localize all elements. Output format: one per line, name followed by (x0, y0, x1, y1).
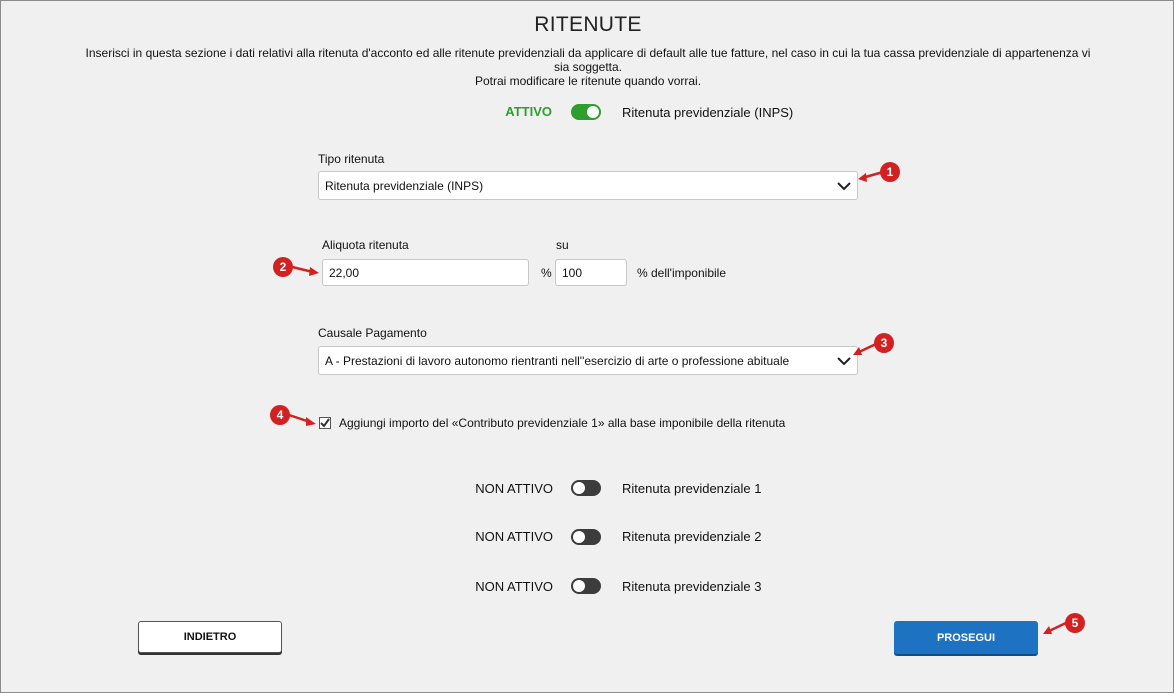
marker-3: 3 (874, 333, 894, 353)
intro-line-3: Potrai modificare le ritenute quando vorrai. (474, 74, 702, 88)
arrow-icon (1041, 619, 1069, 637)
aliquota-label: Aliquota ritenuta (322, 238, 409, 252)
toggle-1-label: Ritenuta previdenziale 1 (622, 481, 762, 496)
back-button[interactable]: INDIETRO (138, 621, 282, 653)
intro-line-2: sia soggetta. (553, 60, 623, 74)
imponibile-suffix: % dell'imponibile (637, 266, 727, 280)
marker-4: 4 (270, 405, 290, 425)
toggle-3-switch[interactable] (571, 578, 601, 594)
toggle-2-switch[interactable] (571, 529, 601, 545)
tipo-ritenuta-select[interactable] (318, 171, 858, 200)
intro-text (41, 46, 1135, 88)
marker-5: 5 (1065, 613, 1085, 633)
main-toggle-status: ATTIVO (505, 104, 552, 119)
arrow-icon (851, 340, 879, 358)
chevron-down-icon (837, 179, 851, 193)
toggle-2-label: Ritenuta previdenziale 2 (622, 529, 762, 544)
arrow-icon (856, 168, 884, 184)
base-input[interactable] (555, 259, 627, 286)
causale-value: A - Prestazioni di lavoro autonomo rientranti nell''esercizio di arte o professione abituale (325, 353, 790, 368)
su-label: su (556, 238, 569, 252)
toggle-3-label: Ritenuta previdenziale 3 (622, 579, 762, 594)
tipo-ritenuta-value: Ritenuta previdenziale (INPS) (325, 178, 484, 193)
percent-sign: % (541, 266, 552, 280)
causale-label: Causale Pagamento (318, 326, 427, 340)
contributo-checkbox-label: Aggiungi importo del «Contributo previdenziale 1» alla base imponibile della ritenuta (339, 416, 786, 430)
main-toggle-label: Ritenuta previdenziale (INPS) (622, 105, 794, 120)
page-title: RITENUTE (534, 13, 642, 36)
chevron-down-icon (837, 354, 851, 368)
contributo-checkbox[interactable] (319, 417, 331, 429)
toggle-1-status: NON ATTIVO (475, 481, 553, 496)
arrow-icon (288, 412, 318, 428)
arrow-icon (291, 262, 321, 278)
intro-line-1: Inserisci in questa sezione i dati relativi alla ritenuta d'acconto ed alle ritenute previdenziali da applicare di default alle tue fatture, nel caso in cui la tua cassa previdenziale di appartenenza vi (85, 46, 1091, 60)
base-value: 100 (562, 265, 583, 280)
aliquota-value: 22,00 (329, 265, 360, 280)
toggle-3-status: NON ATTIVO (475, 579, 553, 594)
tipo-ritenuta-label: Tipo ritenuta (318, 152, 385, 166)
toggle-1-switch[interactable] (571, 480, 601, 496)
marker-2: 2 (273, 257, 293, 277)
causale-select[interactable] (318, 346, 858, 375)
marker-1: 1 (880, 162, 900, 182)
aliquota-input[interactable] (322, 259, 529, 286)
next-button[interactable]: PROSEGUI (894, 621, 1038, 654)
main-toggle-switch[interactable] (571, 104, 601, 120)
checkmark-icon (320, 418, 330, 428)
toggle-2-status: NON ATTIVO (475, 529, 553, 544)
